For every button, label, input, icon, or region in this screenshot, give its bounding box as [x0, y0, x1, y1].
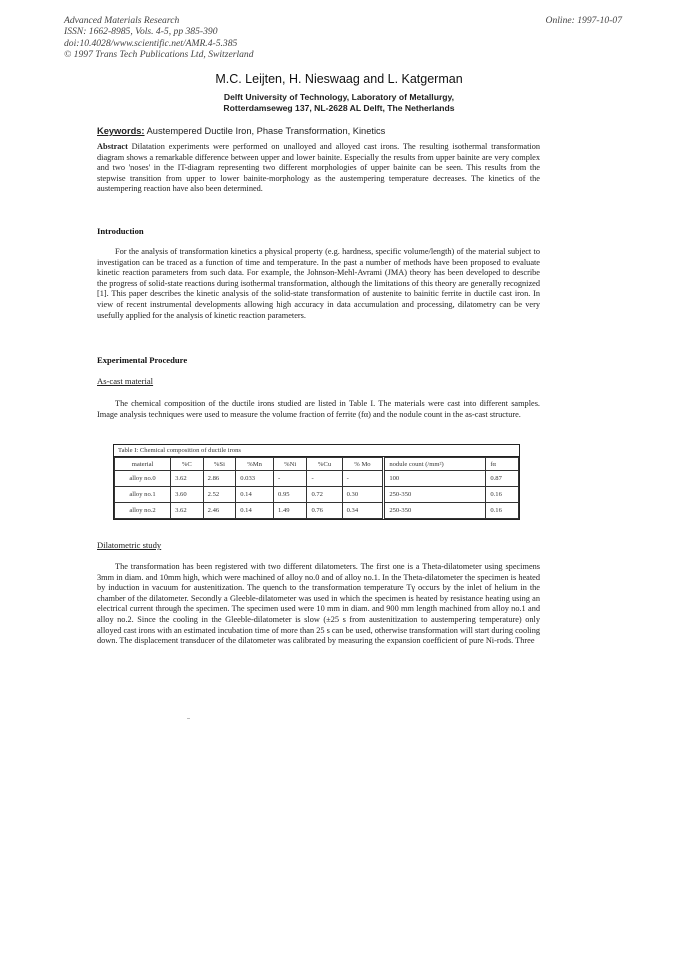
- table-cell: 1.49: [274, 503, 307, 519]
- table-cell: 2.46: [203, 503, 236, 519]
- journal-name: Advanced Materials Research: [64, 15, 180, 26]
- table-cell: 0.72: [307, 487, 342, 503]
- table-header: %Mn: [236, 458, 274, 471]
- table-header: %Ni: [274, 458, 307, 471]
- journal-metadata: [64, 15, 624, 61]
- online-date: Online: 1997-10-07: [545, 15, 622, 26]
- table-cell: alloy no.1: [115, 487, 171, 503]
- experimental-heading: Experimental Procedure: [97, 355, 188, 365]
- table-row: [115, 503, 519, 519]
- intro-paragraph: For the analysis of transformation kinetics a physical property (e.g. hardness, specific volume/length) of the material subject to investigation can be traced as a function of time and temperature. In the past a number of methods have been proposed to evaluate kinetic reaction parameters from such data. For example, the Johnson-Mehl-Avrami (JMA) theory has been developed to describe the progress of solid-state reactions during isothermal transformation, although the limitations of this theory are generally recognized [1]. This paper describes the kinetic analysis of the solid-state transformation of austenite to bainitic ferrite in ductile cast iron. In view of recent instrumental developments allowing high accuracy in data accumulation and processing, dilatometry can be very usefully applied for the analysis of kinetic reaction parameters.: [97, 247, 540, 320]
- page-speck: [187, 718, 190, 719]
- table-cell: 0.16: [486, 503, 519, 519]
- table-cell: 3.62: [171, 503, 204, 519]
- table-header: nodule count (/mm²): [384, 458, 486, 471]
- table-cell: 3.62: [171, 471, 204, 487]
- table-caption: Table I: Chemical composition of ductile irons: [114, 445, 519, 457]
- table-cell: 0.34: [342, 503, 384, 519]
- table-cell: 250-350: [384, 487, 486, 503]
- authors: M.C. Leijten, H. Nieswaag and L. Katgerman: [215, 72, 463, 86]
- table-cell: 0.87: [486, 471, 519, 487]
- intro-heading: Introduction: [97, 226, 144, 236]
- abstract-text: Dilatation experiments were performed on unalloyed and alloyed cast irons. The resulting isothermal transformation diagram shows a remarkable difference between upper and lower bainite. Especially the results from upper bainite are very complex and two 'noses' in the IT-diagram representing two different morphologies of upper bainite can be seen. This results from the stepwise transition from upper to lower bainite-morphology as the austempering temperature decreases. The kinetics of the austempering reaction have also been determined.: [97, 142, 540, 194]
- table-cell: -: [274, 471, 307, 487]
- table-cell: 2.86: [203, 471, 236, 487]
- table-cell: 0.14: [236, 503, 274, 519]
- affiliation: [0, 92, 678, 114]
- table-cell: -: [307, 471, 342, 487]
- table-cell: 0.95: [274, 487, 307, 503]
- abstract-label: Abstract: [97, 142, 128, 151]
- table-cell: alloy no.2: [115, 503, 171, 519]
- affiliation-line: Delft University of Technology, Laboratory of Metallurgy,: [223, 92, 455, 102]
- table-header: %Si: [203, 458, 236, 471]
- ascast-heading: As-cast material: [97, 376, 154, 386]
- table-header: fα: [486, 458, 519, 471]
- table-header: %Cu: [307, 458, 342, 471]
- composition-table: [113, 444, 520, 520]
- table-header: material: [115, 458, 171, 471]
- keywords-label: Keywords:: [97, 126, 145, 136]
- table-cell: alloy no.0: [115, 471, 171, 487]
- issn-line: ISSN: 1662-8985, Vols. 4-5, pp 385-390: [64, 26, 218, 38]
- table-cell: 0.30: [342, 487, 384, 503]
- ascast-paragraph: The chemical composition of the ductile irons studied are listed in Table I. The materials were cast into different samples. Image analysis techniques were used to measure the volume fraction of ferrite (fα) and the nodule count in the as-cast structure.: [97, 399, 540, 419]
- table-cell: -: [342, 471, 384, 487]
- table-cell: 0.033: [236, 471, 274, 487]
- dilatometric-heading: Dilatometric study: [97, 540, 162, 550]
- table-cell: 2.52: [203, 487, 236, 503]
- table-row: [115, 471, 519, 487]
- table-header-row: [115, 458, 519, 471]
- abstract: [97, 142, 540, 195]
- dilatometric-paragraph: The transformation has been registered with two different dilatometers. The first one is a Theta-dilatometer using specimens 3mm in diam. and 10mm high, which were machined of alloy no.0 and of alloy no.1. In the Theta-dilatometer the specimen is heated by induction in vacuum for austenitization. The quench to the transformation temperature Tγ occurs by the inlet of helium in the chamber of the dilatometer. Secondly a Gleeble-dilatometer was used in which the specimen is heated by resistance heating using an electrical current through the specimen. The specimen used were 10 mm in diam. and 900 mm length machined from alloy no.1 and alloy no.2. Since the cooling in the Gleeble-dilatometer is slow (±25 s from austenitization to austempering temperature) only alloyed cast irons with an estimated incubation time of more than 25 s can be used, otherwise transformation will start during cooling down. The displacement transducer of the dilatometer was calibrated by measuring the expansion coefficient of pure Ni-rods. Three: [97, 562, 540, 646]
- doi-line: doi:10.4028/www.scientific.net/AMR.4-5.385: [64, 37, 238, 49]
- table-cell: 0.76: [307, 503, 342, 519]
- keywords: [97, 126, 547, 136]
- table-header: %C: [171, 458, 204, 471]
- keywords-text: Austempered Ductile Iron, Phase Transformation, Kinetics: [144, 126, 386, 136]
- table-cell: 0.16: [486, 487, 519, 503]
- table-cell: 250-350: [384, 503, 486, 519]
- table-header: % Mo: [342, 458, 384, 471]
- table-cell: 0.14: [236, 487, 274, 503]
- table-row: [115, 487, 519, 503]
- copyright-line: © 1997 Trans Tech Publications Ltd, Switzerland: [64, 49, 254, 61]
- table-cell: 100: [384, 471, 486, 487]
- affiliation-line: Rotterdamseweg 137, NL-2628 AL Delft, The Netherlands: [223, 102, 455, 113]
- table-cell: 3.60: [171, 487, 204, 503]
